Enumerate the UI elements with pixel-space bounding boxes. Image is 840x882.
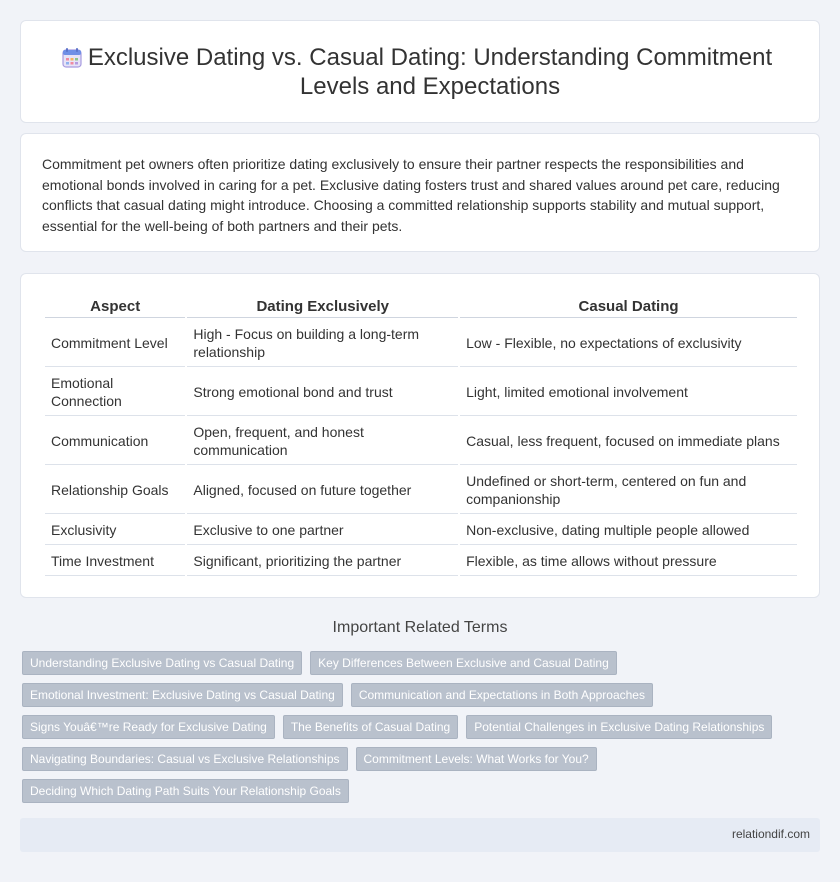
table-cell: Low - Flexible, no expectations of exclusivity [460, 320, 797, 367]
table-cell: Exclusive to one partner [187, 516, 458, 545]
table-cell: Undefined or short-term, centered on fun and companionship [460, 467, 797, 514]
table-cell: Commitment Level [45, 320, 185, 367]
table-cell: Exclusivity [45, 516, 185, 545]
table-row [45, 467, 797, 514]
related-term-link[interactable]: Navigating Boundaries: Casual vs Exclusive Relationships [22, 747, 348, 771]
intro-card [20, 133, 820, 252]
related-term-link[interactable]: Commitment Levels: What Works for You? [356, 747, 597, 771]
table-row [45, 320, 797, 367]
comparison-table [43, 294, 799, 578]
table-cell: Aligned, focused on future together [187, 467, 458, 514]
table-cell: High - Focus on building a long-term relationship [187, 320, 458, 367]
related-term-link[interactable]: Understanding Exclusive Dating vs Casual Dating [22, 651, 302, 675]
column-header-aspect: Aspect [45, 296, 185, 318]
table-cell: Time Investment [45, 547, 185, 576]
related-term-link[interactable]: Deciding Which Dating Path Suits Your Relationship Goals [22, 779, 349, 803]
table-cell: Significant, prioritizing the partner [187, 547, 458, 576]
table-row [45, 369, 797, 416]
footer-site-name: relationdif.com [731, 827, 810, 841]
page-title: Exclusive Dating vs. Casual Dating: Understanding Commitment Levels and Expectations [87, 44, 773, 100]
related-term-link[interactable]: The Benefits of Casual Dating [283, 715, 458, 739]
table-cell: Casual, less frequent, focused on immediate plans [460, 418, 797, 465]
table-cell: Light, limited emotional involvement [460, 369, 797, 416]
related-terms-list [22, 651, 812, 803]
column-header-dating-exclusively: Dating Exclusively [187, 296, 458, 318]
header-card [20, 20, 820, 123]
footer [20, 818, 820, 852]
table-cell: Communication [45, 418, 185, 465]
related-terms-heading: Important Related Terms [332, 619, 508, 636]
table-header-row [45, 296, 797, 318]
related-term-link[interactable]: Key Differences Between Exclusive and Casual Dating [310, 651, 617, 675]
column-header-casual-dating: Casual Dating [460, 296, 797, 318]
table-cell: Relationship Goals [45, 467, 185, 514]
table-cell: Non-exclusive, dating multiple people allowed [460, 516, 797, 545]
table-cell: Strong emotional bond and trust [187, 369, 458, 416]
related-term-link[interactable]: Signs Youâ€™re Ready for Exclusive Dating [22, 715, 275, 739]
table-row [45, 418, 797, 465]
table-cell: Open, frequent, and honest communication [187, 418, 458, 465]
related-term-link[interactable]: Communication and Expectations in Both Approaches [351, 683, 653, 707]
table-row [45, 516, 797, 545]
related-term-link[interactable]: Potential Challenges in Exclusive Dating Relationships [466, 715, 772, 739]
comparison-table-card [20, 273, 820, 598]
table-cell: Emotional Connection [45, 369, 185, 416]
table-cell: Flexible, as time allows without pressure [460, 547, 797, 576]
intro-paragraph: Commitment pet owners often prioritize dating exclusively to ensure their partner respects the responsibilities and emotional bonds involved in caring for a pet. Exclusive dating fosters trust and shared values around pet care, reducing conflicts that casual dating might introduce. Choosing a committed relationship supports stability and mutual support, essential for the well-being of both partners and their pets. [42, 156, 780, 234]
related-term-link[interactable]: Emotional Investment: Exclusive Dating vs Casual Dating [22, 683, 343, 707]
table-row [45, 547, 797, 576]
